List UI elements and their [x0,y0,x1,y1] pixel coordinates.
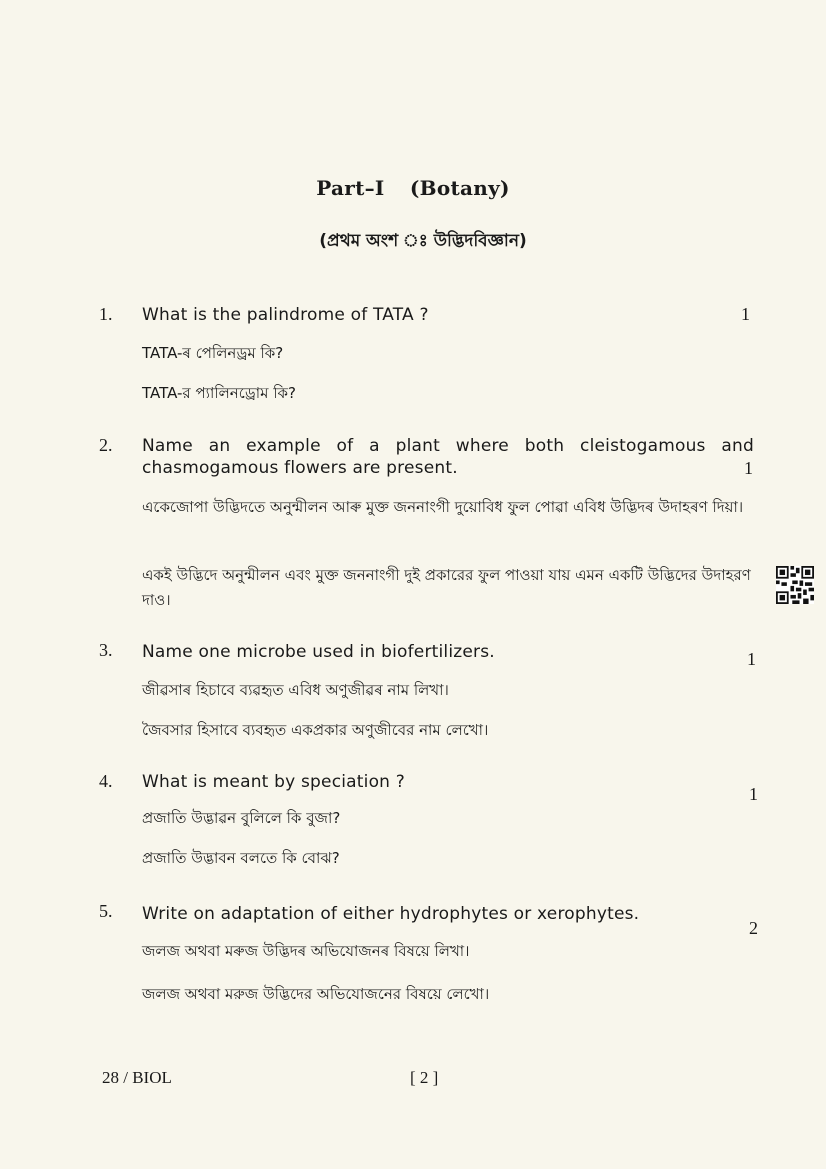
question-number: 1. [99,304,113,324]
question-assamese: জীৱসাৰ হিচাবে ব্যৱহৃত এবিধ অণুজীৱৰ নাম লিখা। [142,681,449,699]
question-assamese: জলজ অথবা মৰুজ উদ্ভিদৰ অভিযোজনৰ বিষয়ে লিখা। [142,942,470,960]
question-assamese: TATA-ৰ পেলিনড্ৰম কি? [142,344,284,362]
question-english: Name an example of a plant where both cleistogamous and chasmogamous flowers are present. [142,436,754,478]
question-marks: 1 [749,784,758,804]
question-english: Name one microbe used in biofertilizers. [142,642,495,662]
question-english: Write on adaptation of either hydrophytes or xerophytes. [142,904,640,924]
question-marks: 1 [747,649,756,669]
part-label: Part–I [316,176,385,200]
question-english: What is meant by speciation ? [142,772,405,792]
question-assamese: একেজোপা উদ্ভিদতে অনুন্মীলন আৰু মুক্ত জননাংগী দুয়োবিধ ফুল পোৱা এবিধ উদ্ভিদৰ উদাহৰণ দিয়া। [142,498,744,516]
question-number: 3. [99,640,113,660]
question-bengali: TATA-র প্যালিনড্রোম কি? [142,384,296,402]
question-bengali: প্রজাতি উদ্ভাবন বলতে কি বোঝ? [142,849,340,867]
qr-code-icon [776,566,814,604]
question-marks: 1 [744,458,753,478]
paper-code: 28 / BIOL [102,1068,172,1087]
question-assamese: প্ৰজাতি উদ্ভাৱন বুলিলে কি বুজা? [142,809,341,827]
question-number: 4. [99,771,113,791]
question-bengali: জৈবসার হিসাবে ব্যবহৃত একপ্রকার অণুজীবের নাম লেখো। [142,721,489,739]
question-marks: 2 [749,918,758,938]
question-english: What is the palindrome of TATA ? [142,305,429,325]
part-heading [0,176,826,200]
question-bengali: একই উদ্ভিদে অনুন্মীলন এবং মুক্ত জননাংগী দুই প্রকারের ফুল পাওয়া যায় এমন একটি উদ্ভিদের উদাহরণ দাও। [142,566,751,609]
page-number: [ 2 ] [410,1068,439,1087]
question-number: 2. [99,435,113,455]
question-bengali: জলজ অথবা মরুজ উদ্ভিদের অভিযোজনের বিষয়ে লেখো। [142,985,490,1003]
part-subtitle: (প্ৰথম অংশ ঃ উদ্ভিদবিজ্ঞান) [319,231,527,251]
question-number: 5. [99,901,113,921]
question-marks: 1 [741,304,750,324]
subject-label: (Botany) [409,176,510,200]
